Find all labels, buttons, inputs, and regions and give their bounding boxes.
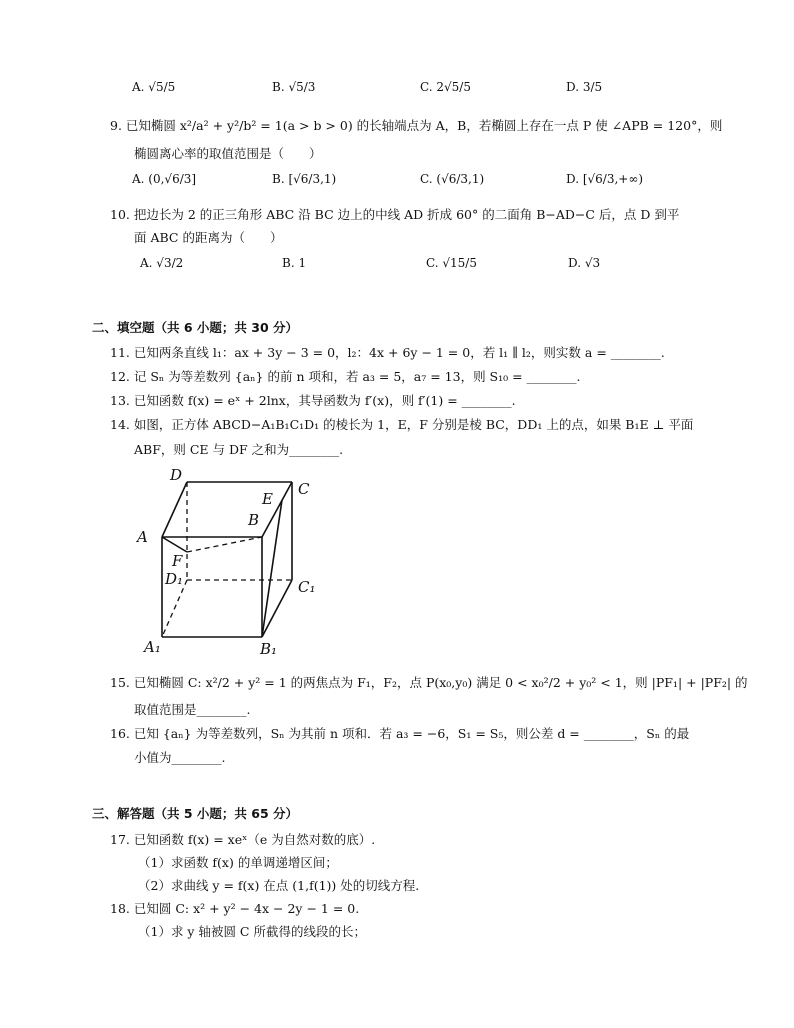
option-b: B. √5/3 [272,80,316,94]
q18-text: 18. 已知圆 C: x² + y² − 4x − 2y − 1 = 0. [110,901,360,916]
label-E: E [262,490,273,508]
edge-AD [162,482,187,537]
label-C: C [298,480,310,498]
q10-text-line2: 面 ABC 的距离为（ ） [134,230,283,245]
q18-sub1: （1）求 y 轴被圆 C 所截得的线段的长； [138,924,366,939]
q15-text-line1: 15. 已知椭圆 C: x²/2 + y² = 1 的两焦点为 F₁，F₂，点 P(x₀,y₀) 满足 0 < x₀²/2 + y₀² < 1，则 |PF₁| + |PF₂| 的 [110,675,748,690]
q10-text-line1: 10. 把边长为 2 的正三角形 ABC 沿 BC 边上的中线 AD 折成 60° 的二面角 B−AD−C 后，点 D 到平 [110,207,680,222]
label-D1: D₁ [165,570,184,588]
q14-text-line2: ABF，则 CE 与 DF 之和为________. [134,442,344,457]
q15-text-line2: 取值范围是________. [134,702,251,717]
label-A: A [137,528,148,546]
q12-text: 12. 记 Sₙ 为等差数列 {aₙ} 的前 n 项和，若 a₃ = 5，a₇ = 13，则 S₁₀ = ________. [110,369,581,384]
q9-option-b: B. [√6/3,1) [272,172,337,186]
q13-text: 13. 已知函数 f(x) = eˣ + 2lnx，其导函数为 f′(x)，则 f′(1) = ________. [110,393,516,408]
section-heading-answer: 三、解答题（共 5 小题；共 65 分） [92,806,299,821]
segment-FB-hidden [187,537,262,552]
q17-sub1: （1）求函数 f(x) 的单调递增区间； [138,855,338,870]
q17-text: 17. 已知函数 f(x) = xeˣ（e 为自然对数的底）. [110,832,376,847]
q9-option-d: D. [√6/3,+∞) [566,172,644,186]
q10-option-a: A. √3/2 [140,256,184,270]
option-a: A. √5/5 [132,80,176,94]
q11-text: 11. 已知两条直线 l₁：ax + 3y − 3 = 0，l₂：4x + 6y − 1 = 0，若 l₁ ∥ l₂，则实数 a = ________. [110,345,665,360]
edge-D1A1-hidden [162,580,187,637]
label-D: D [170,466,183,484]
q9-text-line2: 椭圆离心率的取值范围是（ ） [134,146,322,161]
segment-AF [162,537,187,552]
q14-text-line1: 14. 如图，正方体 ABCD−A₁B₁C₁D₁ 的棱长为 1，E，F 分别是棱 BC，DD₁ 上的点，如果 B₁E ⊥ 平面 [110,417,694,432]
q9-text-line1: 9. 已知椭圆 x²/a² + y²/b² = 1(a > b > 0) 的长轴端点为 A，B，若椭圆上存在一点 P 使 ∠APB = 120°，则 [110,118,723,133]
option-d: D. 3/5 [566,80,603,94]
label-A1: A₁ [144,638,161,656]
label-C1: C₁ [298,578,316,596]
q9-option-c: C. (√6/3,1) [420,172,485,186]
q10-option-c: C. √15/5 [426,256,477,270]
cube-figure [132,462,362,662]
q17-sub2: （2）求曲线 y = f(x) 在点 (1,f(1)) 处的切线方程. [138,878,420,893]
label-B: B [248,511,260,529]
label-B1: B₁ [260,640,278,658]
q16-text-line1: 16. 已知 {aₙ} 为等差数列，Sₙ 为其前 n 项和．若 a₃ = −6，S₁ = S₅，则公差 d = ________，Sₙ 的最 [110,726,690,741]
option-c: C. 2√5/5 [420,80,471,94]
q10-option-d: D. √3 [568,256,601,270]
q16-text-line2: 小值为________. [134,750,226,765]
section-heading-fill-in: 二、填空题（共 6 小题；共 30 分） [92,320,299,335]
label-F: F [172,552,183,570]
q10-option-b: B. 1 [282,256,307,270]
q9-option-a: A. (0,√6/3] [132,172,197,186]
